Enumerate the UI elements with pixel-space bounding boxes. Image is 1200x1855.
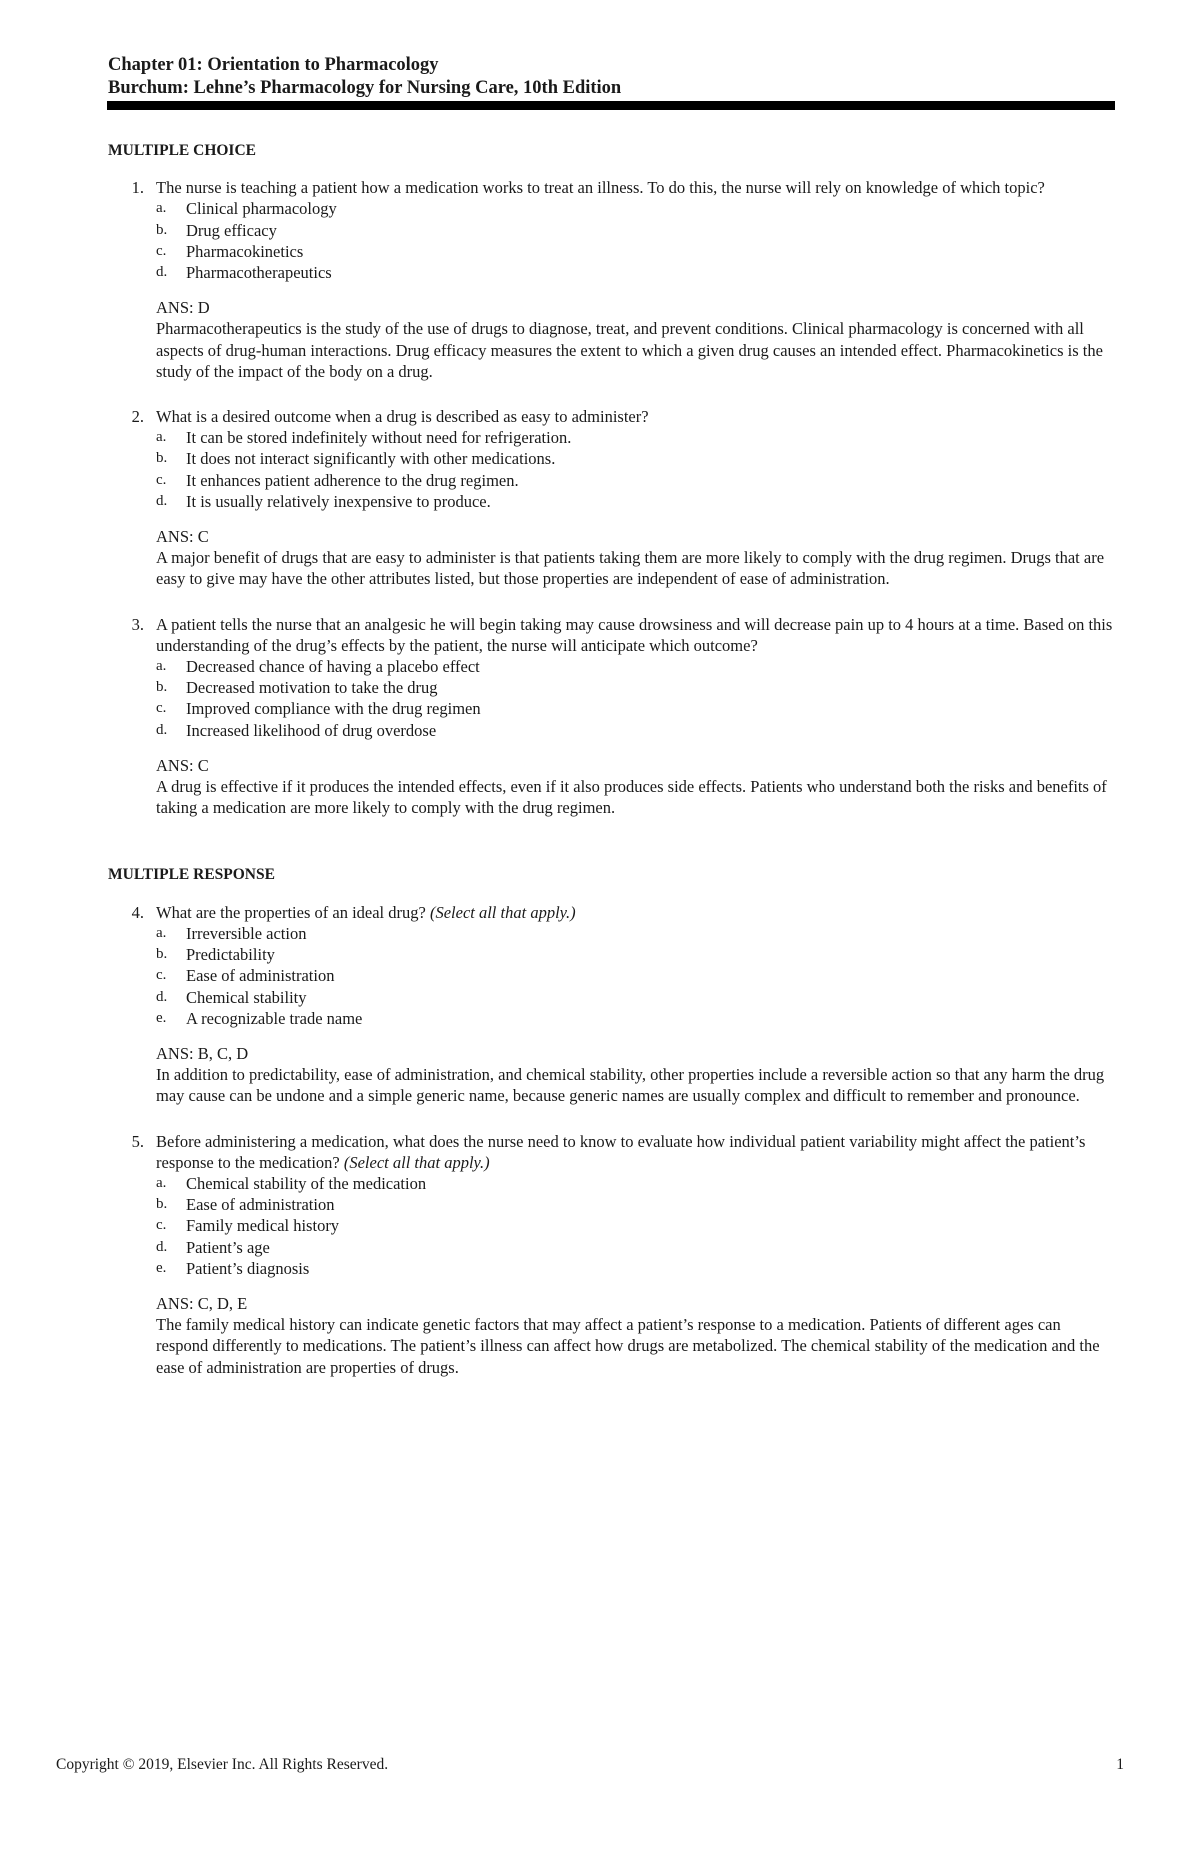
option-letter: a. xyxy=(156,924,167,941)
question-stem xyxy=(156,177,1114,198)
answer-rationale: The family medical history can indicate genetic factors that may affect a patient’s response to a medication. Patients of different ages can respond differently to medications. The patient’s illness can affect how drugs are metabolized. The chemical stability of the medication and the ease of administration are properties of drugs. xyxy=(156,1315,1100,1377)
option-text: Chemical stability of the medication xyxy=(186,1173,427,1193)
book-title: Burchum: Lehne’s Pharmacology for Nursing Care, 10th Edition xyxy=(108,78,622,98)
option-text: Irreversible action xyxy=(186,923,307,943)
answer-option xyxy=(156,448,1114,469)
question-stem xyxy=(156,1131,1114,1173)
page-footer xyxy=(56,1756,1124,1774)
option-text: Family medical history xyxy=(186,1216,340,1236)
question-stem xyxy=(156,902,1114,923)
document-header xyxy=(108,54,1114,100)
answer-option xyxy=(156,923,1114,944)
question-item xyxy=(108,614,1114,819)
question-stem-text: Before administering a medication, what does the nurse need to know to evaluate how individual patient variability might affect the patient’s response to the medication? xyxy=(156,1131,1086,1172)
answer-option xyxy=(156,1194,1114,1215)
answer-rationale: A major benefit of drugs that are easy to administer is that patients taking them are more likely to comply with the drug regimen. Drugs that are easy to give may have the other attributes listed, but those properties are independent of ease of administration. xyxy=(156,548,1105,589)
option-letter: b. xyxy=(156,221,168,238)
answer-option xyxy=(156,427,1114,448)
question-stem xyxy=(156,406,1114,427)
question-stem-text: What are the properties of an ideal drug? xyxy=(156,902,430,922)
question-stem-text: What is a desired outcome when a drug is described as easy to administer? xyxy=(156,407,649,427)
question-body xyxy=(156,177,1114,382)
option-text: Pharmacokinetics xyxy=(186,241,304,261)
option-letter: b. xyxy=(156,1196,168,1213)
option-letter: b. xyxy=(156,679,168,696)
option-letter: e. xyxy=(156,1009,167,1026)
answer-rationale: In addition to predictability, ease of administration, and chemical stability, other properties include a reversible action so that any harm the drug may cause can be undone and a simple generic name, because generic names are usually complex and difficult to remember and pronounce. xyxy=(156,1065,1105,1106)
option-text: Ease of administration xyxy=(186,966,335,986)
option-letter: c. xyxy=(156,967,167,984)
answer-option xyxy=(156,1008,1114,1029)
answer-option xyxy=(156,987,1114,1008)
answer-option xyxy=(156,220,1114,241)
option-text: Pharmacotherapeutics xyxy=(186,263,332,283)
question-body xyxy=(156,406,1114,590)
answer-option xyxy=(156,262,1114,283)
answer-options xyxy=(156,656,1114,741)
answer-key: ANS: C xyxy=(156,755,209,775)
answer-option xyxy=(156,1173,1114,1194)
option-letter: d. xyxy=(156,988,168,1005)
option-letter: e. xyxy=(156,1259,167,1276)
option-letter: b. xyxy=(156,946,168,963)
question-stem-text: A patient tells the nurse that an analgesic he will begin taking may cause drowsiness and will decrease pain up to 4 hours at a time. Based on this understanding of the drug’s effects by the patient, the nurse will anticipate which outcome? xyxy=(156,614,1113,655)
answer-options xyxy=(156,427,1114,512)
option-text: Ease of administration xyxy=(186,1195,335,1215)
option-text: Clinical pharmacology xyxy=(186,199,337,219)
section-title: MULTIPLE CHOICE xyxy=(108,142,256,159)
question-content xyxy=(108,140,1114,1424)
option-text: Predictability xyxy=(186,945,275,965)
option-text: Decreased chance of having a placebo effect xyxy=(186,657,480,677)
question-instruction: (Select all that apply.) xyxy=(343,1152,490,1172)
answer-option xyxy=(156,198,1114,219)
answer-option xyxy=(156,656,1114,677)
answer-options xyxy=(156,198,1114,283)
question-item xyxy=(108,902,1114,1107)
answer-key: ANS: C xyxy=(156,527,209,547)
question-number: 4. xyxy=(131,902,144,922)
question-item xyxy=(108,1131,1114,1378)
option-text: Chemical stability xyxy=(186,987,307,1007)
answer-option xyxy=(156,1215,1114,1236)
answer-option xyxy=(156,965,1114,986)
option-text: Drug efficacy xyxy=(186,220,277,240)
answer-option xyxy=(156,677,1114,698)
answer-option xyxy=(156,698,1114,719)
option-text: Patient’s age xyxy=(186,1237,270,1257)
question-instruction: (Select all that apply.) xyxy=(429,902,576,922)
option-text: It does not interact significantly with other medications. xyxy=(186,449,556,469)
answer-option xyxy=(156,470,1114,491)
option-letter: c. xyxy=(156,471,167,488)
option-text: Decreased motivation to take the drug xyxy=(186,678,438,698)
answer-option xyxy=(156,720,1114,741)
option-text: Increased likelihood of drug overdose xyxy=(186,720,437,740)
question-body xyxy=(156,902,1114,1107)
question-number: 5. xyxy=(131,1131,144,1151)
question-item xyxy=(108,177,1114,382)
question-stem-text: The nurse is teaching a patient how a medication works to treat an illness. To do this, the nurse will rely on knowledge of which topic? xyxy=(156,178,1045,198)
option-letter: a. xyxy=(156,658,167,675)
option-text: A recognizable trade name xyxy=(186,1008,363,1028)
answer-option xyxy=(156,944,1114,965)
answer-key: ANS: D xyxy=(156,298,210,318)
option-text: Improved compliance with the drug regimen xyxy=(186,699,481,719)
answer-rationale: Pharmacotherapeutics is the study of the use of drugs to diagnose, treat, and prevent conditions. Clinical pharmacology is concerned with all aspects of drug-human interactions. Drug efficacy measures the extent to which a given drug causes an intended effect. Pharmacokinetics is the study of the impact of the body on a drug. xyxy=(156,319,1103,381)
header-rule xyxy=(107,101,1115,110)
option-letter: d. xyxy=(156,264,168,281)
chapter-title: Chapter 01: Orientation to Pharmacology xyxy=(108,55,439,75)
option-letter: a. xyxy=(156,1174,167,1191)
question-body xyxy=(156,1131,1114,1378)
answer-options xyxy=(156,923,1114,1029)
option-text: It can be stored indefinitely without need for refrigeration. xyxy=(186,428,572,448)
question-body xyxy=(156,614,1114,819)
option-letter: c. xyxy=(156,1217,167,1234)
option-letter: d. xyxy=(156,721,168,738)
option-letter: d. xyxy=(156,492,168,509)
option-letter: a. xyxy=(156,429,167,446)
option-letter: c. xyxy=(156,242,167,259)
question-number: 1. xyxy=(131,178,144,198)
question-number: 2. xyxy=(131,407,144,427)
option-letter: b. xyxy=(156,450,168,467)
option-text: Patient’s diagnosis xyxy=(186,1258,310,1278)
answer-rationale: A drug is effective if it produces the intended effects, even if it also produces side effects. Patients who understand both the risks and benefits of taking a medication are more likely to comply with the drug regimen. xyxy=(156,777,1107,818)
answer-key: ANS: B, C, D xyxy=(156,1043,249,1063)
page-number: 1 xyxy=(1116,1756,1124,1773)
section-title: MULTIPLE RESPONSE xyxy=(108,866,275,884)
question-number: 3. xyxy=(131,614,144,634)
option-letter: d. xyxy=(156,1238,168,1255)
question-item xyxy=(108,406,1114,590)
answer-options xyxy=(156,1173,1114,1279)
answer-option xyxy=(156,241,1114,262)
option-letter: a. xyxy=(156,200,167,217)
option-letter: c. xyxy=(156,700,167,717)
option-text: It enhances patient adherence to the drug regimen. xyxy=(186,470,519,490)
answer-option xyxy=(156,1237,1114,1258)
copyright-text: Copyright © 2019, Elsevier Inc. All Rights Reserved. xyxy=(56,1756,389,1773)
answer-key: ANS: C, D, E xyxy=(156,1293,248,1313)
answer-option xyxy=(156,1258,1114,1279)
option-text: It is usually relatively inexpensive to produce. xyxy=(186,491,491,511)
answer-option xyxy=(156,491,1114,512)
question-stem xyxy=(156,614,1114,656)
